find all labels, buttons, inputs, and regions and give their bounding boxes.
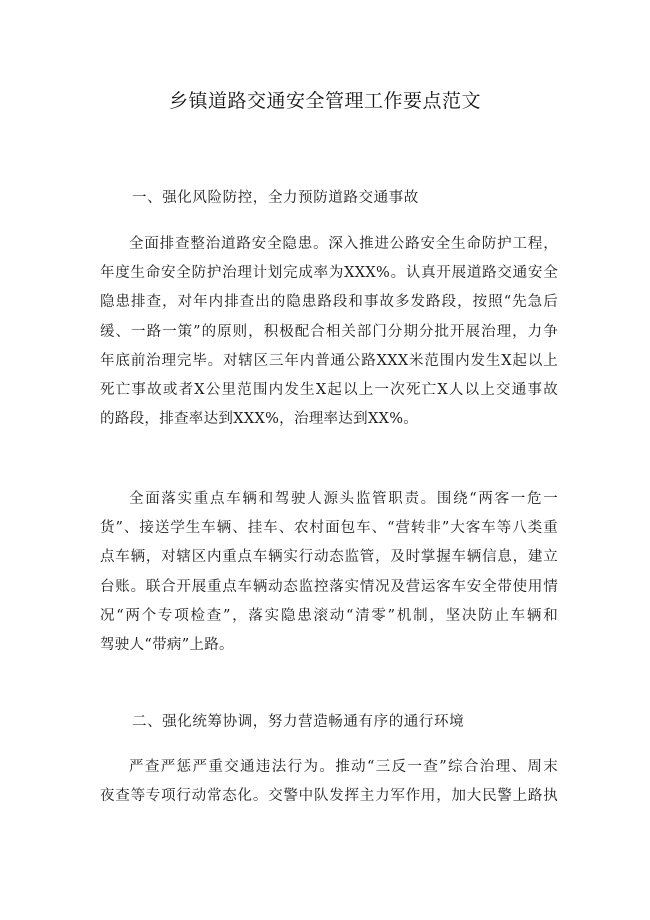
paragraph-line: 点车辆，对辖区内重点车辆实行动态监管，及时掌握车辆信息，建立	[100, 549, 558, 566]
paragraph-line: 死亡事故或者X公里范围内发生X起以上一次死亡X人以上交通事故	[100, 381, 558, 398]
paragraph-line: 台账。联合开展重点车辆动态监控落实情况及营运客车安全带使用情	[100, 578, 558, 595]
section-heading-2: 二、强化统筹协调，努力营造畅通有序的通行环境	[132, 714, 465, 730]
section-heading-1: 一、强化风险防控，全力预防道路交通事故	[132, 190, 419, 206]
paragraph-line: 严查严惩严重交通违法行为。推动“三反一查”综合治理、周末	[129, 759, 558, 775]
paragraph-line: 年底前治理完毕。对辖区三年内普通公路XXX米范围内发生X起以上	[100, 352, 558, 369]
paragraph-3	[100, 753, 558, 811]
document-title: 乡镇道路交通安全管理工作要点范文	[168, 90, 481, 112]
paragraph-line: 缓、一路一策”的原则，积极配合相关部门分期分批开展治理，力争	[100, 323, 558, 340]
paragraph-line: 驾驶人“带病”上路。	[100, 636, 234, 653]
paragraph-line: 隐患排查，对年内排查出的隐患路段和事故多发路段，按照“先急后	[100, 294, 558, 311]
paragraph-line: 全面排查整治道路安全隐患。深入推进公路安全生命防护工程，	[129, 236, 558, 252]
paragraph-line: 年度生命安全防护治理计划完成率为XXX%。认真开展道路交通安全	[100, 265, 558, 282]
paragraph-1	[100, 230, 558, 434]
paragraph-line: 况“两个专项检查”，落实隐患滚动“清零”机制，坚决防止车辆和	[100, 607, 558, 624]
paragraph-line: 夜查等专项行动常态化。交警中队发挥主力军作用，加大民警上路执	[100, 788, 558, 805]
paragraph-line: 的路段，排查率达到XXX%，治理率达到XX%。	[100, 411, 419, 428]
paragraph-line: 全面落实重点车辆和驾驶人源头监管职责。围绕“两客一危一	[129, 491, 558, 507]
paragraph-line: 货”、接送学生车辆、挂车、农村面包车、“营转非”大客车等八类重	[100, 520, 558, 537]
paragraph-2	[100, 485, 558, 660]
